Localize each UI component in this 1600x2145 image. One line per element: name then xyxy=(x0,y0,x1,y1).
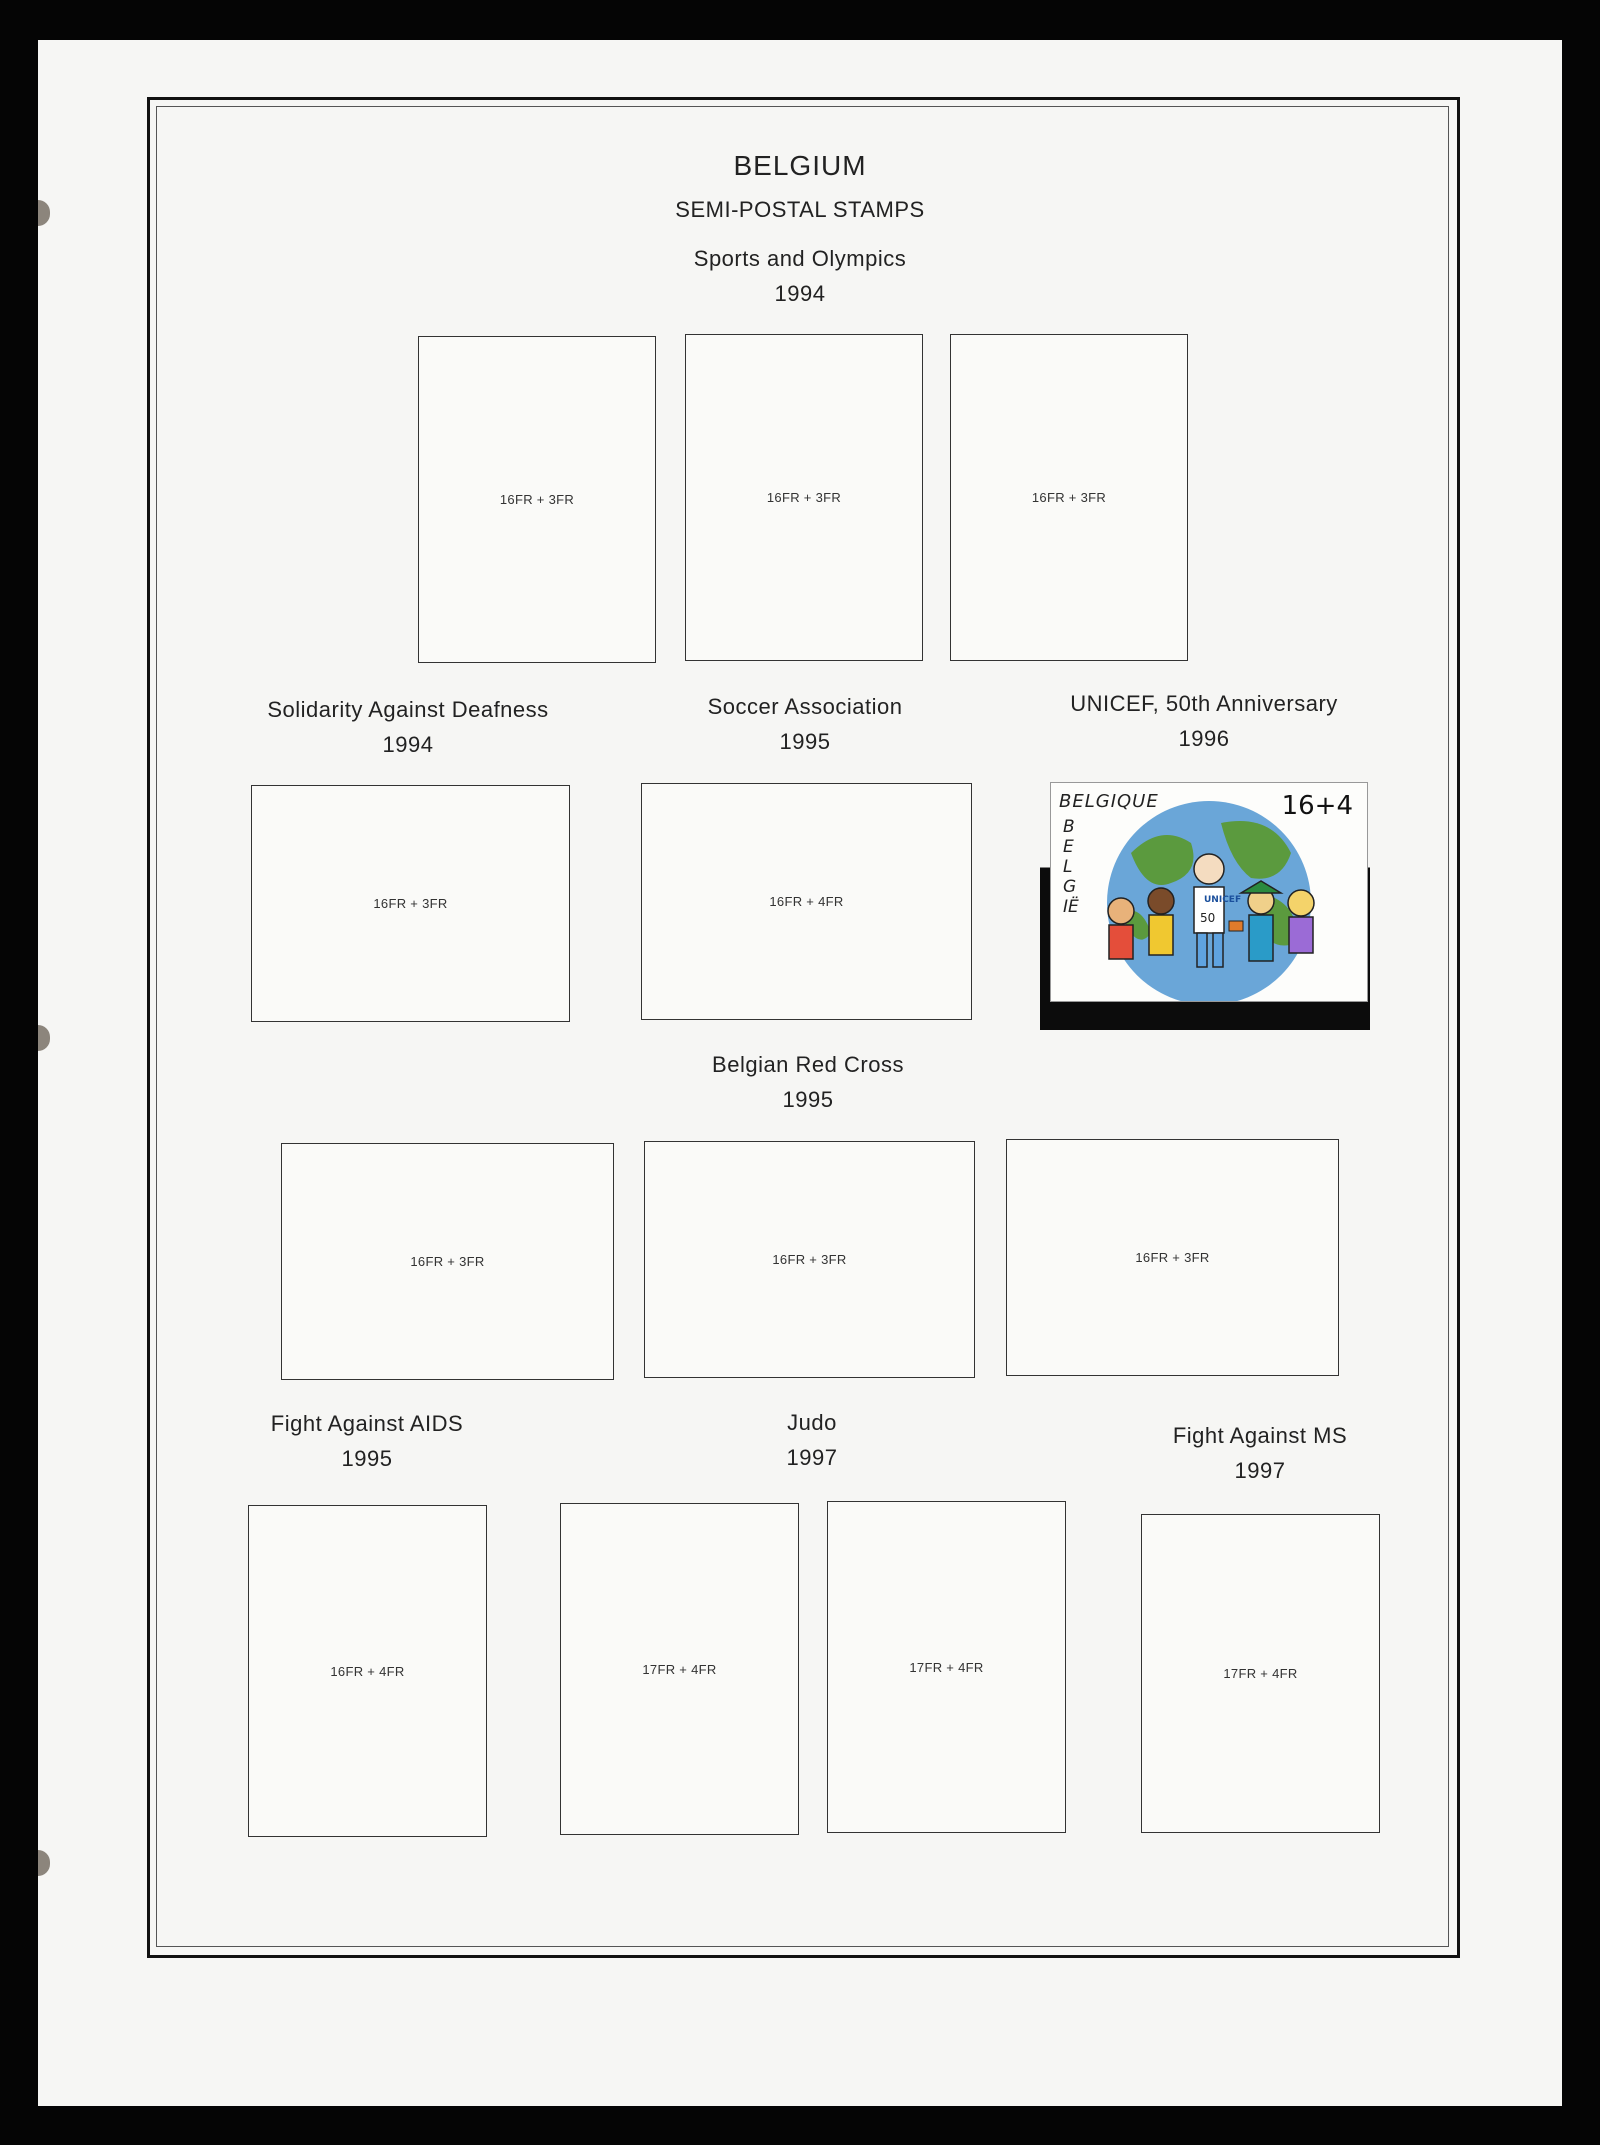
denomination-label: 17FR + 4FR xyxy=(642,1661,717,1677)
section-year-judo: 1997 xyxy=(786,1445,838,1470)
denomination-label: 16FR + 3FR xyxy=(1135,1250,1210,1265)
section-year-aids: 1995 xyxy=(341,1446,393,1471)
section-year-ms: 1997 xyxy=(1234,1458,1286,1483)
unicef-stamp-mount[interactable] xyxy=(1040,780,1370,1030)
stamp-space-deafness-1[interactable] xyxy=(251,785,570,1022)
page-title: BELGIUM xyxy=(733,150,867,181)
stamp-space-redcross-2[interactable] xyxy=(644,1141,975,1378)
stamp-country-fr: BELGIQUE xyxy=(1059,791,1159,812)
section-title-judo: Judo xyxy=(787,1410,837,1435)
stamp-space-redcross-1[interactable] xyxy=(281,1143,614,1380)
denomination-label: 16FR + 3FR xyxy=(499,492,575,507)
stamp-space-sports-1[interactable] xyxy=(418,336,656,663)
stamp-emblem-text: UNICEF xyxy=(1204,895,1242,905)
section-year-sports: 1994 xyxy=(774,281,826,306)
section-title-redcross: Belgian Red Cross xyxy=(712,1052,904,1077)
section-title-sports: Sports and Olympics xyxy=(693,246,907,271)
stamp-space-judo-2[interactable] xyxy=(827,1501,1066,1833)
denomination-label: 16FR + 4FR xyxy=(330,1663,405,1679)
stamp-country-nl: BELGIË xyxy=(1063,817,1079,917)
section-year-unicef: 1996 xyxy=(1178,726,1230,751)
punch-hole xyxy=(38,1025,50,1051)
denomination-label: 16FR + 3FR xyxy=(772,1252,847,1267)
section-title-soccer: Soccer Association xyxy=(707,694,903,719)
stamp-space-judo-1[interactable] xyxy=(560,1503,799,1835)
denomination-label: 16FR + 3FR xyxy=(1031,490,1107,505)
section-title-deafness: Solidarity Against Deafness xyxy=(267,697,549,722)
stamp-shirt-number: 50 xyxy=(1200,911,1216,925)
denomination-label: 16FR + 3FR xyxy=(410,1254,485,1269)
denomination-label: 16FR + 3FR xyxy=(373,896,448,911)
denomination-label: 17FR + 4FR xyxy=(909,1659,984,1675)
denomination-label: 17FR + 4FR xyxy=(1223,1666,1298,1681)
section-title-ms: Fight Against MS xyxy=(1172,1423,1348,1448)
unicef-stamp xyxy=(1050,782,1368,1002)
stamp-space-sports-2[interactable] xyxy=(685,334,923,661)
stamp-space-redcross-3[interactable] xyxy=(1006,1139,1339,1376)
stamp-value: 16+4 xyxy=(1281,791,1353,821)
stamp-space-soccer-1[interactable] xyxy=(641,783,972,1020)
stamp-space-aids-1[interactable] xyxy=(248,1505,487,1837)
section-title-unicef: UNICEF, 50th Anniversary xyxy=(1070,691,1338,716)
denomination-label: 16FR + 4FR xyxy=(769,894,844,909)
denomination-label: 16FR + 3FR xyxy=(766,490,842,505)
section-title-aids: Fight Against AIDS xyxy=(270,1411,464,1436)
page-subtitle: SEMI-POSTAL STAMPS xyxy=(675,197,925,222)
section-year-redcross: 1995 xyxy=(782,1087,834,1112)
section-year-soccer: 1995 xyxy=(779,729,831,754)
section-year-deafness: 1994 xyxy=(382,732,434,757)
stamp-space-ms-1[interactable] xyxy=(1141,1514,1380,1833)
punch-hole xyxy=(38,1850,50,1876)
punch-hole xyxy=(38,200,50,226)
album-page xyxy=(38,40,1562,2106)
stamp-space-sports-3[interactable] xyxy=(950,334,1188,661)
